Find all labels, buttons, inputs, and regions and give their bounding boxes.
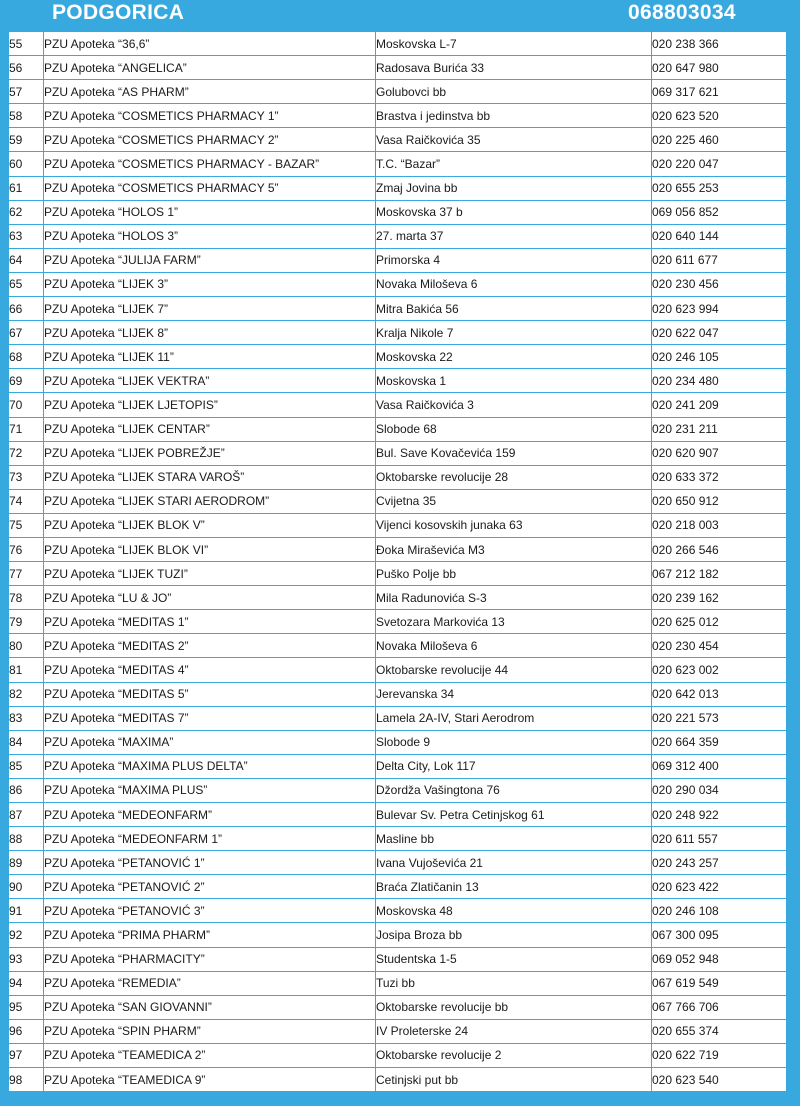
- pharmacy-name: PZU Apoteka “AS PHARM”: [44, 80, 376, 104]
- table-row: [9, 272, 787, 296]
- pharmacy-phone: 020 230 456: [652, 272, 787, 296]
- pharmacy-phone: 020 221 573: [652, 706, 787, 730]
- pharmacy-phone: 020 647 980: [652, 56, 787, 80]
- pharmacy-name: PZU Apoteka “LU & JO”: [44, 586, 376, 610]
- pharmacy-address: Delta City, Lok 117: [376, 754, 652, 778]
- table-row: [9, 875, 787, 899]
- pharmacy-address: Moskovska L-7: [376, 32, 652, 56]
- pharmacy-name: PZU Apoteka “LIJEK 7”: [44, 297, 376, 321]
- row-number: 93: [9, 947, 44, 971]
- table-row: [9, 899, 787, 923]
- table-row: [9, 827, 787, 851]
- table-row: [9, 393, 787, 417]
- pharmacy-name: PZU Apoteka “LIJEK STARA VAROŠ”: [44, 465, 376, 489]
- pharmacy-name: PZU Apoteka “LIJEK 3”: [44, 272, 376, 296]
- pharmacy-phone: 020 640 144: [652, 224, 787, 248]
- pharmacy-phone: 020 241 209: [652, 393, 787, 417]
- table-row: [9, 562, 787, 586]
- pharmacy-address: Moskovska 37 b: [376, 200, 652, 224]
- table-row: [9, 1043, 787, 1067]
- row-number: 68: [9, 345, 44, 369]
- table-row: [9, 754, 787, 778]
- pharmacy-address: Braća Zlatičanin 13: [376, 875, 652, 899]
- pharmacy-address: Cvijetna 35: [376, 489, 652, 513]
- row-number: 90: [9, 875, 44, 899]
- table-row: [9, 32, 787, 56]
- row-number: 86: [9, 778, 44, 802]
- table-row: [9, 176, 787, 200]
- pharmacy-name: PZU Apoteka “MAXIMA PLUS DELTA”: [44, 754, 376, 778]
- pharmacy-name: PZU Apoteka “COSMETICS PHARMACY 5”: [44, 176, 376, 200]
- row-number: 66: [9, 297, 44, 321]
- pharmacy-name: PZU Apoteka “MEDITAS 7”: [44, 706, 376, 730]
- table-row: [9, 465, 787, 489]
- pharmacy-name: PZU Apoteka “SAN GIOVANNI”: [44, 995, 376, 1019]
- pharmacy-name: PZU Apoteka “MEDITAS 2”: [44, 634, 376, 658]
- pharmacy-address: Svetozara Markovića 13: [376, 610, 652, 634]
- pharmacy-name: PZU Apoteka “MEDITAS 5”: [44, 682, 376, 706]
- table-row: [9, 104, 787, 128]
- row-number: 77: [9, 562, 44, 586]
- pharmacy-phone: 020 650 912: [652, 489, 787, 513]
- row-number: 91: [9, 899, 44, 923]
- pharmacy-name: PZU Apoteka “LIJEK BLOK VI”: [44, 537, 376, 561]
- table-row: [9, 441, 787, 465]
- table-row: [9, 682, 787, 706]
- pharmacy-address: Brastva i jedinstva bb: [376, 104, 652, 128]
- table-row: [9, 586, 787, 610]
- table-row: [9, 851, 787, 875]
- row-number: 57: [9, 80, 44, 104]
- row-number: 61: [9, 176, 44, 200]
- table-row: [9, 610, 787, 634]
- table-row: [9, 297, 787, 321]
- pharmacy-address: Vasa Raičkovića 35: [376, 128, 652, 152]
- row-number: 63: [9, 224, 44, 248]
- pharmacy-address: Oktobarske revolucije 44: [376, 658, 652, 682]
- row-number: 58: [9, 104, 44, 128]
- pharmacy-name: PZU Apoteka “LIJEK TUZI”: [44, 562, 376, 586]
- pharmacy-name: PZU Apoteka “LIJEK LJETOPIS”: [44, 393, 376, 417]
- table-row: [9, 995, 787, 1019]
- pharmacy-name: PZU Apoteka “ANGELICA”: [44, 56, 376, 80]
- table-row: [9, 1019, 787, 1043]
- row-number: 96: [9, 1019, 44, 1043]
- row-number: 64: [9, 248, 44, 272]
- pharmacy-table-body: [9, 32, 787, 1092]
- pharmacy-address: Cetinjski put bb: [376, 1068, 652, 1092]
- pharmacy-phone: 020 220 047: [652, 152, 787, 176]
- row-number: 73: [9, 465, 44, 489]
- pharmacy-name: PZU Apoteka “MEDEONFARM 1”: [44, 827, 376, 851]
- row-number: 94: [9, 971, 44, 995]
- table-row: [9, 706, 787, 730]
- pharmacy-name: PZU Apoteka “MEDITAS 1”: [44, 610, 376, 634]
- pharmacy-name: PZU Apoteka “REMEDIA”: [44, 971, 376, 995]
- pharmacy-name: PZU Apoteka “LIJEK VEKTRA”: [44, 369, 376, 393]
- table-row: [9, 923, 787, 947]
- pharmacy-address: Josipa Broza bb: [376, 923, 652, 947]
- pharmacy-name: PZU Apoteka “COSMETICS PHARMACY 1”: [44, 104, 376, 128]
- table-row: [9, 152, 787, 176]
- pharmacy-address: Oktobarske revolucije 28: [376, 465, 652, 489]
- pharmacy-address: Primorska 4: [376, 248, 652, 272]
- table-row: [9, 417, 787, 441]
- pharmacy-address: Đoka Miraševića M3: [376, 537, 652, 561]
- pharmacy-address: Bul. Save Kovačevića 159: [376, 441, 652, 465]
- pharmacy-address: Radosava Burića 33: [376, 56, 652, 80]
- pharmacy-name: PZU Apoteka “MEDEONFARM”: [44, 803, 376, 827]
- table-row: [9, 345, 787, 369]
- pharmacy-phone: 020 218 003: [652, 513, 787, 537]
- row-number: 95: [9, 995, 44, 1019]
- pharmacy-phone: 020 238 366: [652, 32, 787, 56]
- pharmacy-address: Lamela 2A-IV, Stari Aerodrom: [376, 706, 652, 730]
- table-row: [9, 248, 787, 272]
- pharmacy-phone: 020 655 374: [652, 1019, 787, 1043]
- pharmacy-address: Studentska 1-5: [376, 947, 652, 971]
- pharmacy-phone: 020 622 047: [652, 321, 787, 345]
- pharmacy-name: PZU Apoteka “JULIJA FARM”: [44, 248, 376, 272]
- pharmacy-name: PZU Apoteka “HOLOS 1”: [44, 200, 376, 224]
- pharmacy-address: Zmaj Jovina bb: [376, 176, 652, 200]
- pharmacy-address: T.C. “Bazar”: [376, 152, 652, 176]
- pharmacy-phone: 020 620 907: [652, 441, 787, 465]
- row-number: 81: [9, 658, 44, 682]
- row-number: 85: [9, 754, 44, 778]
- pharmacy-name: PZU Apoteka “PHARMACITY”: [44, 947, 376, 971]
- pharmacy-name: PZU Apoteka “LIJEK 11”: [44, 345, 376, 369]
- pharmacy-name: PZU Apoteka “LIJEK STARI AERODROM”: [44, 489, 376, 513]
- pharmacy-name: PZU Apoteka “LIJEK CENTAR”: [44, 417, 376, 441]
- pharmacy-phone: 020 623 994: [652, 297, 787, 321]
- city-title: PODGORICA: [52, 1, 185, 24]
- pharmacy-phone: 067 619 549: [652, 971, 787, 995]
- table-row: [9, 658, 787, 682]
- row-number: 67: [9, 321, 44, 345]
- pharmacy-address: Novaka Miloševa 6: [376, 634, 652, 658]
- table-row: [9, 1068, 787, 1092]
- pharmacy-address: Oktobarske revolucije 2: [376, 1043, 652, 1067]
- row-number: 72: [9, 441, 44, 465]
- pharmacy-address: Džordža Vašingtona 76: [376, 778, 652, 802]
- pharmacy-address: Oktobarske revolucije bb: [376, 995, 652, 1019]
- pharmacy-name: PZU Apoteka “HOLOS 3”: [44, 224, 376, 248]
- pharmacy-address: Moskovska 48: [376, 899, 652, 923]
- pharmacy-phone: 020 623 540: [652, 1068, 787, 1092]
- pharmacy-phone: 020 225 460: [652, 128, 787, 152]
- row-number: 75: [9, 513, 44, 537]
- pharmacy-address: Slobode 9: [376, 730, 652, 754]
- bottom-border: [0, 1098, 800, 1106]
- pharmacy-address: Bulevar Sv. Petra Cetinjskog 61: [376, 803, 652, 827]
- table-row: [9, 513, 787, 537]
- row-number: 76: [9, 537, 44, 561]
- table-row: [9, 200, 787, 224]
- pharmacy-address: Jerevanska 34: [376, 682, 652, 706]
- table-row: [9, 321, 787, 345]
- pharmacy-phone: 067 212 182: [652, 562, 787, 586]
- pharmacy-address: Slobode 68: [376, 417, 652, 441]
- pharmacy-phone: 020 246 105: [652, 345, 787, 369]
- header-bar: [0, 0, 800, 30]
- pharmacy-phone: 067 300 095: [652, 923, 787, 947]
- pharmacy-phone: 020 611 677: [652, 248, 787, 272]
- pharmacy-name: PZU Apoteka “LIJEK BLOK V”: [44, 513, 376, 537]
- pharmacy-name: PZU Apoteka “COSMETICS PHARMACY 2”: [44, 128, 376, 152]
- row-number: 62: [9, 200, 44, 224]
- row-number: 89: [9, 851, 44, 875]
- table-row: [9, 56, 787, 80]
- pharmacy-name: PZU Apoteka “PETANOVIĆ 2”: [44, 875, 376, 899]
- row-number: 80: [9, 634, 44, 658]
- header-phone-number: 068803034: [628, 1, 736, 24]
- row-number: 79: [9, 610, 44, 634]
- pharmacy-name: PZU Apoteka “36,6”: [44, 32, 376, 56]
- pharmacy-address: 27. marta 37: [376, 224, 652, 248]
- table-row: [9, 634, 787, 658]
- pharmacy-phone: 020 625 012: [652, 610, 787, 634]
- pharmacy-phone: 020 664 359: [652, 730, 787, 754]
- pharmacy-phone: 020 623 002: [652, 658, 787, 682]
- table-row: [9, 489, 787, 513]
- pharmacy-phone: 020 246 108: [652, 899, 787, 923]
- pharmacy-address: Vijenci kosovskih junaka 63: [376, 513, 652, 537]
- table-row: [9, 803, 787, 827]
- pharmacy-phone: 020 243 257: [652, 851, 787, 875]
- row-number: 88: [9, 827, 44, 851]
- pharmacy-address: Puško Polje bb: [376, 562, 652, 586]
- pharmacy-name: PZU Apoteka “PETANOVIĆ 3”: [44, 899, 376, 923]
- table-row: [9, 128, 787, 152]
- row-number: 70: [9, 393, 44, 417]
- pharmacy-address: Moskovska 22: [376, 345, 652, 369]
- row-number: 69: [9, 369, 44, 393]
- pharmacy-phone: 020 633 372: [652, 465, 787, 489]
- table-row: [9, 947, 787, 971]
- pharmacy-phone: 020 623 422: [652, 875, 787, 899]
- pharmacy-phone: 067 766 706: [652, 995, 787, 1019]
- table-row: [9, 369, 787, 393]
- pharmacy-phone: 020 266 546: [652, 537, 787, 561]
- pharmacy-phone: 020 239 162: [652, 586, 787, 610]
- pharmacy-name: PZU Apoteka “LIJEK 8”: [44, 321, 376, 345]
- row-number: 78: [9, 586, 44, 610]
- table-row: [9, 730, 787, 754]
- row-number: 92: [9, 923, 44, 947]
- row-number: 71: [9, 417, 44, 441]
- pharmacy-name: PZU Apoteka “TEAMEDICA 2”: [44, 1043, 376, 1067]
- pharmacy-name: PZU Apoteka “PETANOVIĆ 1”: [44, 851, 376, 875]
- pharmacy-phone: 020 623 520: [652, 104, 787, 128]
- pharmacy-phone: 069 056 852: [652, 200, 787, 224]
- pharmacy-name: PZU Apoteka “MAXIMA PLUS”: [44, 778, 376, 802]
- row-number: 74: [9, 489, 44, 513]
- row-number: 60: [9, 152, 44, 176]
- pharmacy-address: Moskovska 1: [376, 369, 652, 393]
- pharmacy-phone: 020 231 211: [652, 417, 787, 441]
- pharmacy-name: PZU Apoteka “COSMETICS PHARMACY - BAZAR”: [44, 152, 376, 176]
- pharmacy-phone: 020 622 719: [652, 1043, 787, 1067]
- row-number: 97: [9, 1043, 44, 1067]
- row-number: 82: [9, 682, 44, 706]
- row-number: 83: [9, 706, 44, 730]
- pharmacy-address: Ivana Vujoševića 21: [376, 851, 652, 875]
- pharmacy-address: Mila Radunovića S-3: [376, 586, 652, 610]
- pharmacy-name: PZU Apoteka “MAXIMA”: [44, 730, 376, 754]
- pharmacy-phone: 020 655 253: [652, 176, 787, 200]
- pharmacy-name: PZU Apoteka “SPIN PHARM”: [44, 1019, 376, 1043]
- pharmacy-phone: 020 234 480: [652, 369, 787, 393]
- row-number: 55: [9, 32, 44, 56]
- row-number: 84: [9, 730, 44, 754]
- row-number: 65: [9, 272, 44, 296]
- pharmacy-phone: 020 611 557: [652, 827, 787, 851]
- pharmacy-address: Vasa Raičkovića 3: [376, 393, 652, 417]
- pharmacy-phone: 020 642 013: [652, 682, 787, 706]
- pharmacy-address: Masline bb: [376, 827, 652, 851]
- row-number: 56: [9, 56, 44, 80]
- pharmacy-phone: 020 248 922: [652, 803, 787, 827]
- table-row: [9, 778, 787, 802]
- pharmacy-name: PZU Apoteka “MEDITAS 4”: [44, 658, 376, 682]
- pharmacy-phone: 069 052 948: [652, 947, 787, 971]
- pharmacy-phone: 069 317 621: [652, 80, 787, 104]
- pharmacy-name: PZU Apoteka “PRIMA PHARM”: [44, 923, 376, 947]
- pharmacy-phone: 069 312 400: [652, 754, 787, 778]
- pharmacy-name: PZU Apoteka “TEAMEDICA 9”: [44, 1068, 376, 1092]
- row-number: 98: [9, 1068, 44, 1092]
- pharmacy-address: Mitra Bakića 56: [376, 297, 652, 321]
- row-number: 87: [9, 803, 44, 827]
- pharmacy-address: Kralja Nikole 7: [376, 321, 652, 345]
- pharmacy-phone: 020 290 034: [652, 778, 787, 802]
- pharmacy-address: IV Proleterske 24: [376, 1019, 652, 1043]
- pharmacy-address: Novaka Miloševa 6: [376, 272, 652, 296]
- table-row: [9, 971, 787, 995]
- table-row: [9, 537, 787, 561]
- row-number: 59: [9, 128, 44, 152]
- table-row: [9, 224, 787, 248]
- pharmacy-address: Golubovci bb: [376, 80, 652, 104]
- pharmacy-table: [8, 31, 787, 1092]
- table-row: [9, 80, 787, 104]
- pharmacy-address: Tuzi bb: [376, 971, 652, 995]
- pharmacy-phone: 020 230 454: [652, 634, 787, 658]
- pharmacy-name: PZU Apoteka “LIJEK POBREŽJE”: [44, 441, 376, 465]
